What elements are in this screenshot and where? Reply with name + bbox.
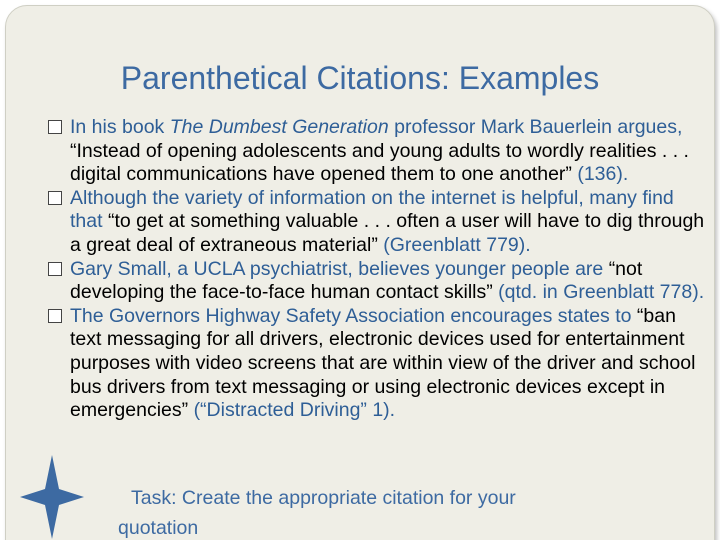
star-icon [20,455,84,539]
checkbox-bullet-icon [48,191,62,205]
bullet-item: The Governors Highway Safety Association encourages states to “ban text messaging for all drivers, electronic devices used for entertainment purposes with video screens that are within view of the driver and school bus drivers from text messaging or using electronic devices except in emergencies” (“Distracted Driving” 1). [48,305,708,423]
slide-title: Parenthetical Citations: Examples [120,60,600,96]
task-text-continued: quotation [118,517,199,539]
citation: (“Distracted Driving” 1). [193,399,396,422]
quotation: “Instead of opening adolescents and young adults to wordly realities . . . digital communications have opened them to one another” [70,139,689,186]
bullet-item: In his book The Dumbest Generation professor Mark Bauerlein argues, “Instead of opening adolescents and young adults to wordly realities . . . digital communications have opened them to one another” (136). [48,116,708,187]
citation: (136). [577,163,629,186]
book-title: The Dumbest Generation [169,116,389,138]
citation: (Greenblatt 779). [383,233,531,256]
task-text: Task: Create the appropriate citation for your [131,487,516,509]
quotation: “to get at something valuable . . . often a user will have to dig through a great deal of extraneous material” [70,210,705,256]
checkbox-bullet-icon [48,309,62,323]
citation: (qtd. in Greenblatt 778). [498,281,705,304]
bullet-list [48,116,708,423]
checkbox-bullet-icon [48,120,62,134]
bullet-item: Although the variety of information on the internet is helpful, many find that “to get at something valuable . . . often a user will have to dig through a great deal of extraneous material” (Greenblatt 779). [48,187,708,258]
checkbox-bullet-icon [48,262,62,276]
quotation: “not developing the face-to-face human contact skills” [70,257,643,304]
quotation: “ban text messaging for all drivers, electronic devices used for entertainment purposes with video screens that are within view of the driver and school bus drivers from text messaging or using electronic devices except in emergencies” [70,304,696,422]
bullet-item: Gary Small, a UCLA psychiatrist, believes younger people are “not developing the face-to-face human contact skills” (qtd. in Greenblatt 778). [48,258,708,305]
